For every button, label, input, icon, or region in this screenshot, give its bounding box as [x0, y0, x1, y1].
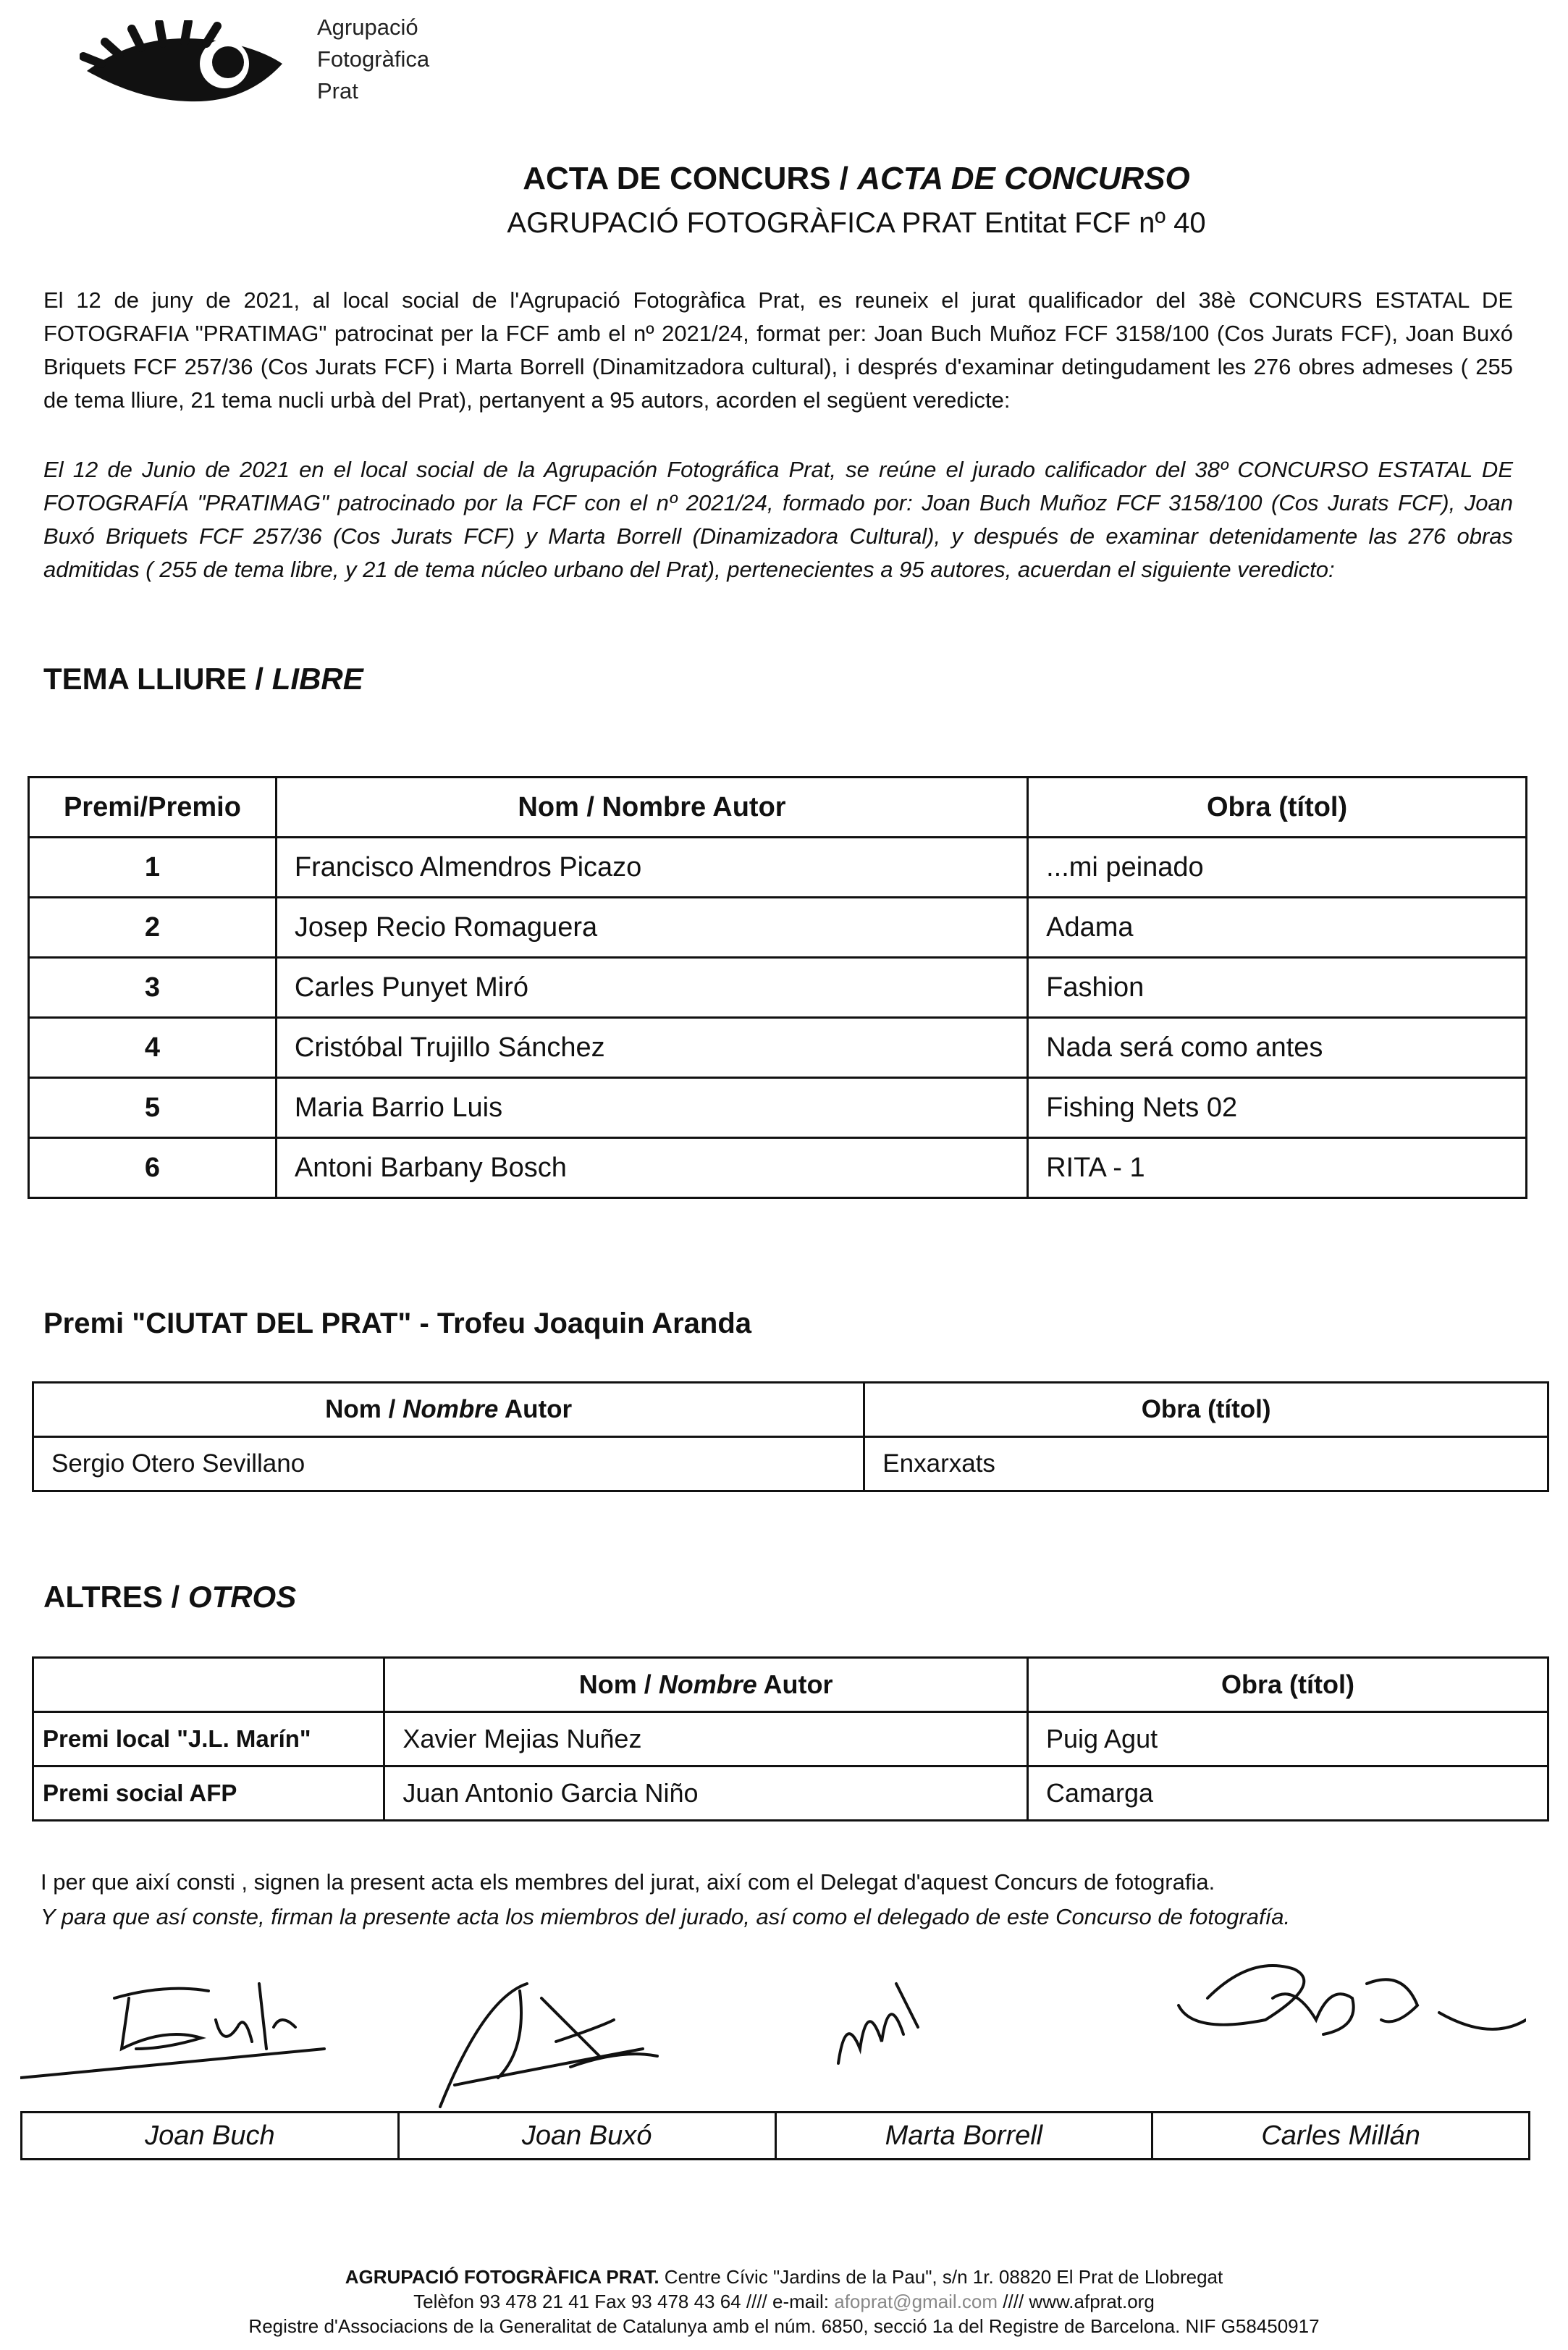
- header-author: [33, 1383, 864, 1437]
- author-cell: Xavier Mejias Nuñez: [384, 1712, 1028, 1766]
- table-row: [29, 1018, 1527, 1078]
- footer-contact-b: //// www.afprat.org: [1003, 2291, 1155, 2312]
- author-cell: Juan Antonio Garcia Niño: [384, 1766, 1028, 1821]
- closing-text: [41, 1865, 1532, 1934]
- author-cell: Carles Punyet Miró: [276, 958, 1027, 1018]
- footer-contact-a: Telèfon 93 478 21 41 Fax 93 478 43 64 //// e-mail:: [413, 2291, 829, 2312]
- title-ca: ACTA DE CONCURS /: [523, 161, 848, 196]
- header-author-word: Autor: [504, 1395, 573, 1423]
- org-line-2: Fotogràfica: [317, 46, 430, 72]
- footer-email-link[interactable]: afoprat@gmail.com: [834, 2291, 998, 2312]
- table-header-row: [29, 778, 1527, 838]
- table-row: [29, 838, 1527, 898]
- prize-cell: Premi social AFP: [33, 1766, 384, 1821]
- table-row: [33, 1712, 1548, 1766]
- header-author-word: Autor: [763, 1669, 833, 1699]
- author-cell: Josep Recio Romaguera: [276, 898, 1027, 958]
- eye-logo-icon: [80, 20, 290, 107]
- signer-name: Joan Buch: [22, 2113, 400, 2158]
- header-author: [384, 1658, 1028, 1712]
- closing-catalan: I per que així consti , signen la present acta els membres del jurat, així com el Delegat d'aquest Concurs de fotografia.: [41, 1869, 1215, 1895]
- author-cell: Francisco Almendros Picazo: [276, 838, 1027, 898]
- header-author-ca: Nom /: [578, 1669, 652, 1699]
- work-cell: Enxarxats: [864, 1437, 1548, 1491]
- signer-name: Joan Buxó: [400, 2113, 777, 2158]
- table-row: [33, 1766, 1548, 1821]
- author-cell: Cristóbal Trujillo Sánchez: [276, 1018, 1027, 1078]
- free-theme-table: [28, 776, 1527, 1199]
- section3-title-es: OTROS: [187, 1580, 297, 1614]
- document-subtitle: AGRUPACIÓ FOTOGRÀFICA PRAT Entitat FCF nº 40: [507, 207, 1206, 239]
- organization-name: [317, 12, 429, 107]
- section3-title-ca: ALTRES /: [43, 1580, 180, 1614]
- table-row: [33, 1437, 1548, 1491]
- prize-cell: 3: [29, 958, 277, 1018]
- prize-cell: 4: [29, 1018, 277, 1078]
- work-cell: Fashion: [1028, 958, 1527, 1018]
- table-row: [29, 1138, 1527, 1198]
- footer-line-1: [0, 2265, 1568, 2289]
- footer: [0, 2265, 1568, 2338]
- author-cell: Sergio Otero Sevillano: [33, 1437, 864, 1491]
- header-author: Nom / Nombre Autor: [276, 778, 1027, 838]
- org-line-1: Agrupació: [317, 14, 418, 40]
- signer-name: Marta Borrell: [777, 2113, 1154, 2158]
- section-ciutat-title: Premi "CIUTAT DEL PRAT" - Trofeu Joaquin Aranda: [43, 1307, 752, 1339]
- prize-cell: 1: [29, 838, 277, 898]
- header-work: Obra (títol): [864, 1383, 1548, 1437]
- prize-cell: 6: [29, 1138, 277, 1198]
- prize-cell: Premi local "J.L. Marín": [33, 1712, 384, 1766]
- closing-spanish: Y para que así conste, firman la presente acta los miembros del jurado, así como el delegado de este Concurso de fotografía.: [41, 1904, 1291, 1929]
- footer-org: AGRUPACIÓ FOTOGRÀFICA PRAT.: [345, 2266, 659, 2288]
- signature-joan-buxo: [440, 1984, 657, 2107]
- work-cell: Nada será como antes: [1028, 1018, 1527, 1078]
- header-author-es: Nombre: [402, 1395, 499, 1423]
- paragraph-catalan: El 12 de juny de 2021, al local social de l'Agrupació Fotogràfica Prat, es reuneix el jurat qualificador del 38è CONCURS ESTATAL DE FOTOGRAFIA "PRATIMAG" patrocinat per la FCF amb el nº 2021/24, format per: Joan Buch Muñoz FCF 3158/100 (Cos Jurats FCF), Joan Buxó Briquets FCF 257/36 (Cos Jurats FCF) i Marta Borrell (Dinamitzadora cultural), i després d'examinar detingudament les 276 obres admeses ( 255 de tema lliure, 21 tema nucli urbà del Prat), pertanyent a 95 autors, acorden el següent veredicte:: [43, 287, 1513, 413]
- header-work: Obra (títol): [1028, 778, 1527, 838]
- signature-names-row: [20, 2111, 1530, 2160]
- signature-carles-millan: [1179, 1966, 1526, 2034]
- signature-marta-borrell: [838, 1984, 918, 2063]
- header-author-es: Nombre: [658, 1669, 757, 1699]
- work-cell: Camarga: [1027, 1766, 1548, 1821]
- work-cell: RITA - 1: [1028, 1138, 1527, 1198]
- footer-registry: Registre d'Associacions de la Generalitat de Catalunya amb el núm. 6850, secció 1a del Registre de Barcelona. NIF G58450917: [248, 2315, 1320, 2337]
- work-cell: Fishing Nets 02: [1028, 1078, 1527, 1138]
- table-row: [29, 1078, 1527, 1138]
- handwritten-signatures: [20, 1940, 1526, 2114]
- prize-cell: 5: [29, 1078, 277, 1138]
- table-header-row: [33, 1383, 1548, 1437]
- table-row: [29, 898, 1527, 958]
- footer-line-2: [0, 2289, 1568, 2314]
- org-line-3: Prat: [317, 78, 358, 104]
- paragraph-spanish: El 12 de Junio de 2021 en el local social de la Agrupación Fotográfica Prat, se reúne el jurado calificador del 38º CONCURSO ESTATAL DE FOTOGRAFÍA "PRATIMAG" patrocinado por la FCF con el nº 2021/24, formado por: Joan Buch Muñoz FCF 3158/100 (Cos Jurats FCF), Joan Buxó Briquets FCF 257/36 (Cos Jurats FCF) y Marta Borrell (Dinamizadora Cultural), y después de examinar detenidamente las 276 obras admitidas ( 255 de tema libre, y 21 de tema núcleo urbano del Prat), pertenecientes a 95 autores, acuerdan el siguiente veredicto:: [43, 457, 1513, 582]
- work-cell: Adama: [1028, 898, 1527, 958]
- work-cell: Puig Agut: [1027, 1712, 1548, 1766]
- prize-cell: 2: [29, 898, 277, 958]
- section-free-theme-title: [43, 662, 363, 696]
- table-header-row: [33, 1658, 1548, 1712]
- header-work: Obra (títol): [1027, 1658, 1548, 1712]
- header-author-ca: Nom /: [325, 1395, 396, 1423]
- others-table: [32, 1656, 1549, 1822]
- signer-name: Carles Millán: [1261, 2121, 1420, 2151]
- section1-title-ca: TEMA LLIURE /: [43, 662, 264, 696]
- table-row: [29, 958, 1527, 1018]
- section-others-title: [43, 1580, 296, 1614]
- author-cell: Antoni Barbany Bosch: [276, 1138, 1027, 1198]
- work-cell: ...mi peinado: [1028, 838, 1527, 898]
- footer-address: Centre Cívic "Jardins de la Pau", s/n 1r. 08820 El Prat de Llobregat: [664, 2266, 1223, 2288]
- title-es: ACTA DE CONCURSO: [857, 161, 1190, 196]
- signature-joan-buch: [20, 1984, 324, 2078]
- ciutat-prize-table: [32, 1381, 1549, 1492]
- document-title: [0, 161, 1568, 197]
- section1-title-es: LIBRE: [271, 662, 363, 696]
- header-prize: Premi/Premio: [29, 778, 277, 838]
- header-prize: [33, 1658, 384, 1712]
- author-cell: Maria Barrio Luis: [276, 1078, 1027, 1138]
